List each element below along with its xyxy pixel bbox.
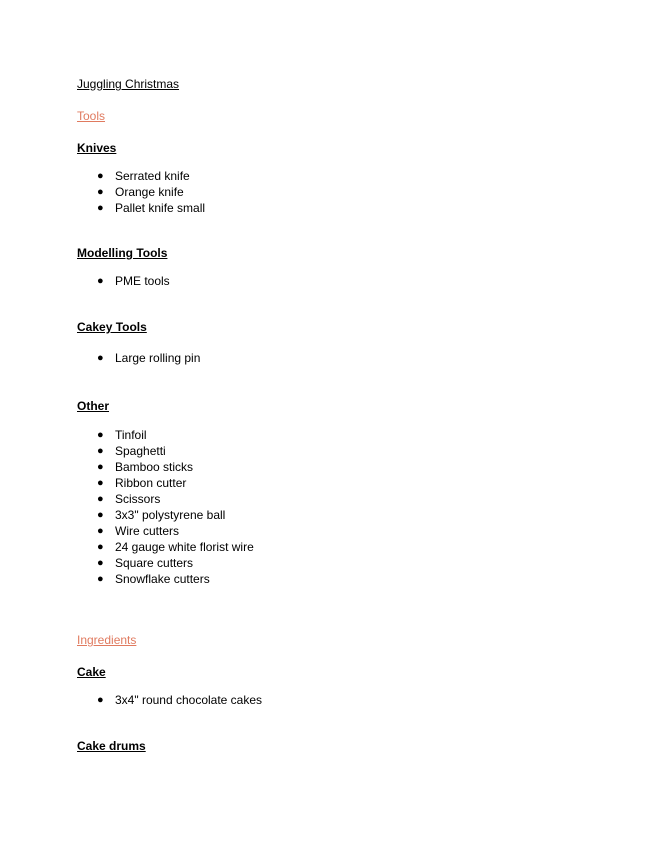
subheading-cake: Cake bbox=[77, 665, 106, 679]
subheading-modelling-tools: Modelling Tools bbox=[77, 246, 168, 260]
cake-list bbox=[77, 692, 262, 708]
bullet-icon: ● bbox=[97, 477, 104, 489]
modelling-tools-list bbox=[77, 273, 170, 289]
bullet-icon: ● bbox=[97, 541, 104, 553]
section-heading-ingredients: Ingredients bbox=[77, 633, 137, 647]
bullet-icon: ● bbox=[97, 557, 104, 569]
list-item: ● Wire cutters bbox=[97, 524, 180, 538]
list-item: ● 3x4" round chocolate cakes bbox=[97, 693, 263, 707]
subheading-knives: Knives bbox=[77, 141, 117, 155]
bullet-icon: ● bbox=[97, 509, 104, 521]
bullet-icon: ● bbox=[97, 493, 104, 505]
document-title: Juggling Christmas bbox=[77, 77, 180, 91]
bullet-icon: ● bbox=[97, 445, 104, 457]
bullet-icon: ● bbox=[97, 461, 104, 473]
list-item: ● Scissors bbox=[97, 492, 161, 506]
other-list bbox=[77, 427, 254, 587]
list-item: ● Snowflake cutters bbox=[97, 572, 210, 586]
subheading-other: Other bbox=[77, 399, 110, 413]
bullet-icon: ● bbox=[97, 429, 104, 441]
list-item: ● Orange knife bbox=[97, 185, 184, 199]
list-item: ● Pallet knife small bbox=[97, 201, 206, 215]
bullet-icon: ● bbox=[97, 186, 104, 198]
bullet-icon: ● bbox=[97, 525, 104, 537]
bullet-icon: ● bbox=[97, 352, 104, 364]
list-item: ● Large rolling pin bbox=[97, 351, 201, 365]
list-item: ● Bamboo sticks bbox=[97, 460, 194, 474]
list-item: ● 24 gauge white florist wire bbox=[97, 540, 254, 554]
list-item: ● Tinfoil bbox=[97, 428, 147, 442]
list-item: ● 3x3" polystyrene ball bbox=[97, 508, 226, 522]
bullet-icon: ● bbox=[97, 694, 104, 706]
list-item: ● Spaghetti bbox=[97, 444, 166, 458]
cakey-tools-list bbox=[77, 350, 200, 366]
list-item: ● Serrated knife bbox=[97, 169, 190, 183]
section-heading-tools: Tools bbox=[77, 109, 106, 123]
list-item: ● Ribbon cutter bbox=[97, 476, 187, 490]
knives-list bbox=[77, 168, 205, 216]
subheading-cakey-tools: Cakey Tools bbox=[77, 320, 147, 334]
list-item: ● Square cutters bbox=[97, 556, 194, 570]
bullet-icon: ● bbox=[97, 202, 104, 214]
subheading-cake-drums: Cake drums bbox=[77, 739, 146, 753]
bullet-icon: ● bbox=[97, 275, 104, 287]
list-item: ● PME tools bbox=[97, 274, 170, 288]
bullet-icon: ● bbox=[97, 170, 104, 182]
bullet-icon: ● bbox=[97, 573, 104, 585]
